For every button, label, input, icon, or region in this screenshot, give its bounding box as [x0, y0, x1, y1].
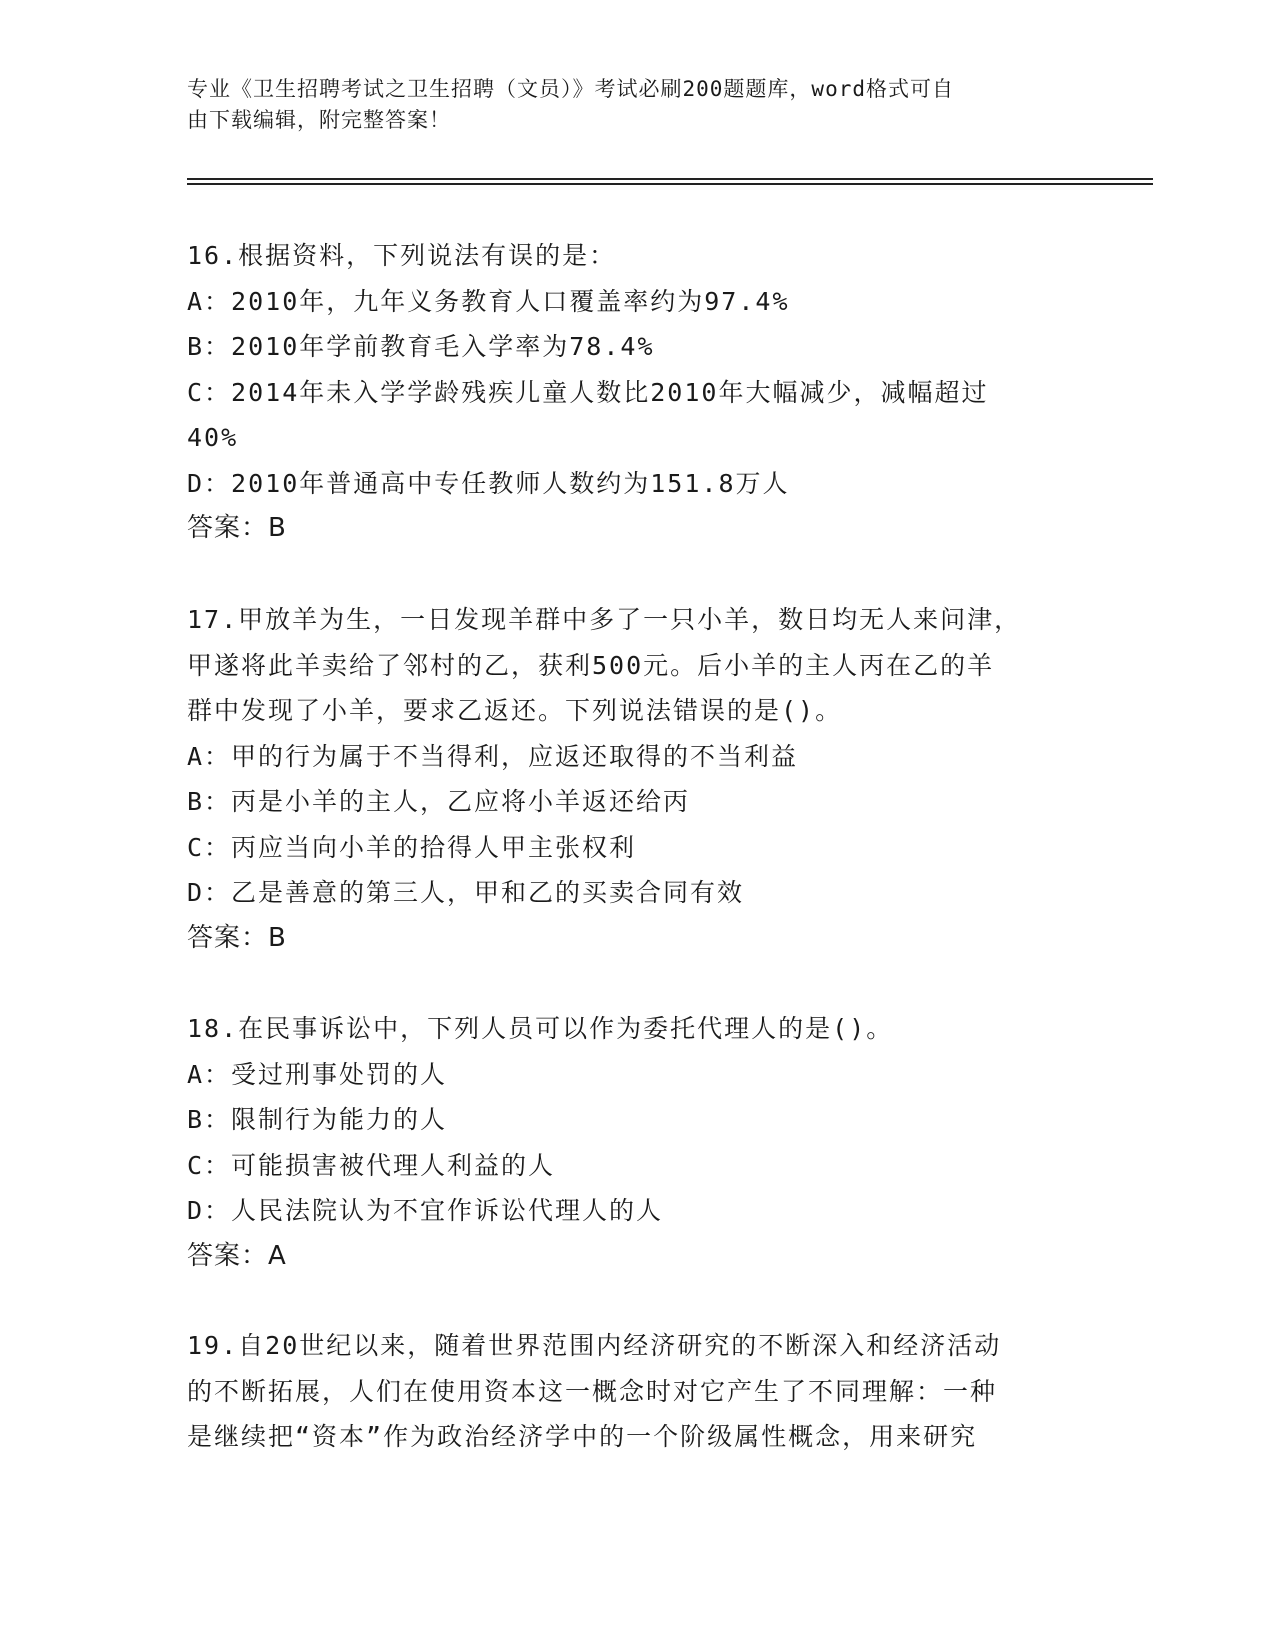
option-c: C：可能损害被代理人利益的人	[187, 1150, 556, 1180]
question-text: 19.自20世纪以来，随着世界范围内经济研究的不断深入和经济活动	[187, 1331, 1002, 1360]
question-text: 是继续把“资本”作为政治经济学中的一个阶级属性概念，用来研究	[187, 1422, 978, 1451]
question-text: 18.在民事诉讼中，下列人员可以作为委托代理人的是()。	[187, 1014, 894, 1043]
question-16	[187, 233, 1067, 552]
option-c: C：2014年未入学学龄残疾儿童人数比2010年大幅减少，减幅超过	[187, 377, 989, 407]
question-text: 17.甲放羊为生，一日发现羊群中多了一只小羊，数日均无人来问津，	[187, 605, 1022, 634]
question-18	[187, 1006, 1067, 1279]
option-b: B：限制行为能力的人	[187, 1105, 448, 1134]
option-b: B：2010年学前教育毛入学率为78.4%	[187, 332, 655, 361]
option-b: B：丙是小羊的主人，乙应将小羊返还给丙	[187, 787, 691, 816]
question-text: 甲遂将此羊卖给了邻村的乙，获利500元。后小羊的主人丙在乙的羊	[187, 650, 995, 680]
answer: 答案：B	[187, 513, 287, 543]
header-line-1: 专业《卫生招聘考试之卫生招聘（文员）》考试必刷200题题库，word格式可自	[187, 77, 954, 101]
option-d: D：人民法院认为不宜作诉讼代理人的人	[187, 1196, 664, 1225]
question-19	[187, 1323, 1067, 1460]
document-header	[187, 74, 1067, 136]
question-text: 的不断拓展，人们在使用资本这一概念时对它产生了不同理解：一种	[187, 1376, 998, 1406]
answer: 答案：B	[187, 922, 287, 953]
question-17	[187, 597, 1067, 961]
header-divider-top	[187, 178, 1153, 180]
question-text: 群中发现了小羊，要求乙返还。下列说法错误的是()。	[187, 696, 843, 725]
option-c: C：丙应当向小羊的拾得人甲主张权利	[187, 832, 637, 862]
option-d: D：乙是善意的第三人，甲和乙的买卖合同有效	[187, 878, 745, 907]
option-d: D：2010年普通高中专任教师人数约为151.8万人	[187, 468, 790, 498]
question-text: 16.根据资料，下列说法有误的是：	[187, 241, 617, 270]
option-a: A：2010年，九年义务教育人口覆盖率约为97.4%	[187, 286, 790, 316]
answer: 答案：A	[187, 1240, 287, 1271]
option-c-continued: 40%	[187, 423, 239, 452]
option-a: A：受过刑事处罚的人	[187, 1059, 448, 1089]
option-a: A：甲的行为属于不当得利，应返还取得的不当利益	[187, 741, 799, 771]
header-line-2: 由下载编辑，附完整答案！	[187, 108, 451, 132]
header-divider-bottom	[187, 183, 1153, 185]
